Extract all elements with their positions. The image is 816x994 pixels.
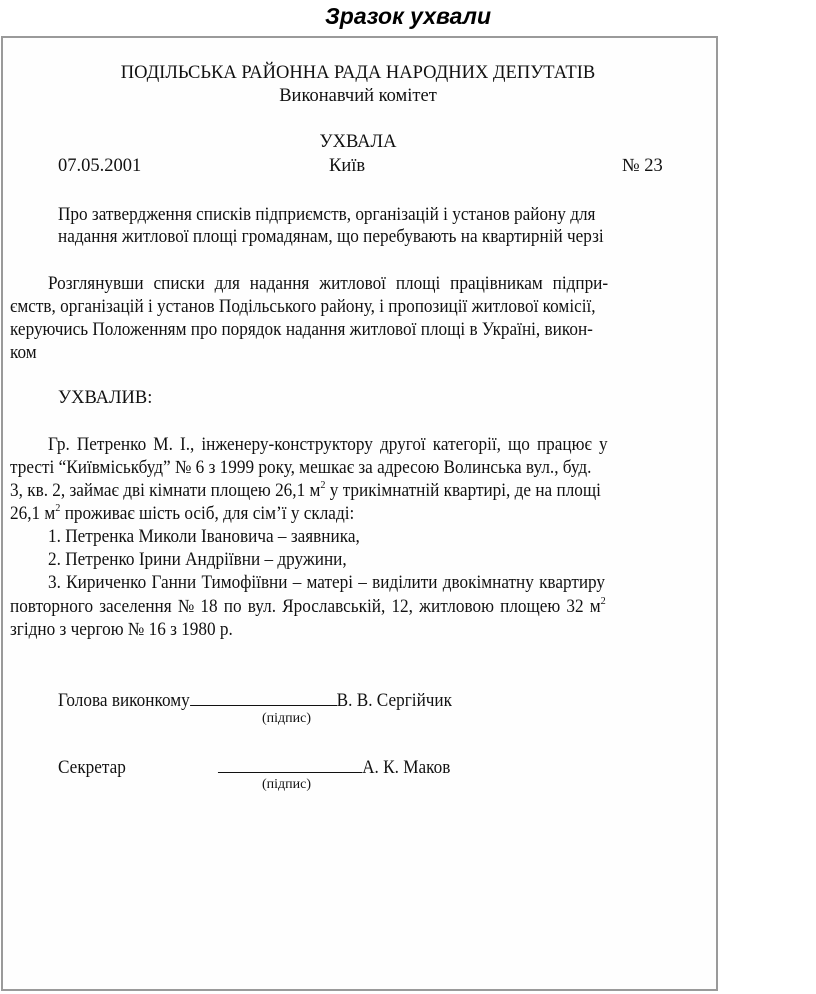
superscript-2: 2 — [55, 502, 61, 514]
decision-line-3 — [10, 480, 601, 502]
superscript-2: 2 — [320, 479, 326, 491]
decision-line-4-text-b: проживає шість осіб, для сім’ї у складі: — [60, 504, 355, 524]
signature-name: А. К. Маков — [362, 758, 451, 778]
decision-line-3-text-b: у трикімнатній квартирі, де на площі — [325, 481, 601, 501]
preamble-line-1 — [48, 273, 714, 295]
superscript-2: 2 — [600, 595, 606, 607]
family-member-1: 1. Петренка Миколи Івановича – заявника, — [48, 527, 360, 547]
decision-line-2: тресті “Київміськбуд” № 6 з 1999 року, мешкає за адресою Волинська вул., буд. — [10, 458, 592, 478]
decision-line-4 — [10, 503, 354, 525]
decision-line-9: згідно з чергою № 16 з 1980 р. — [10, 620, 233, 640]
signature-role: Секретар — [58, 758, 126, 778]
document-place: Київ — [329, 156, 366, 176]
decision-line-1: Гр. Петренко М. І., інженеру-конструктору другої категорії, що працює у — [48, 435, 608, 455]
preamble-text: Розглянувши списки для надання житлової площі працівникам підпри- — [48, 274, 609, 294]
decision-line-4-text-a: 26,1 м — [10, 504, 56, 524]
page-title: Зразок ухвали — [324, 3, 492, 29]
signature-role: Голова виконкому — [58, 691, 190, 711]
resolved-label: УХВАЛИВ: — [58, 388, 153, 408]
document-type: УХВАЛА — [319, 132, 397, 152]
decision-line-8 — [10, 596, 606, 618]
document-number: № 23 — [622, 156, 663, 176]
signature-block-secretary — [58, 755, 450, 779]
family-member-2: 2. Петренко Ірини Андріївни – дружини, — [48, 550, 347, 570]
decision-line-3-text-a: 3, кв. 2, займає дві кімнати площею 26,1 м — [10, 481, 321, 501]
subject-line-2: надання житлової площі громадянам, що перебувають на квартирній черзі — [58, 227, 604, 247]
preamble-line-2: ємств, організацій і установ Подільського району, і пропозиції житлової комісії, — [10, 297, 596, 317]
preamble-line-3: керуючись Положенням про порядок надання житлової площі в Україні, викон- — [10, 320, 593, 340]
executive-committee: Виконавчий комітет — [279, 86, 437, 106]
subject-line-1: Про затвердження списків підприємств, організацій і установ району для — [58, 205, 596, 225]
signature-name: В. В. Сергійчик — [336, 691, 453, 711]
signature-line — [190, 688, 337, 706]
signature-block-chair — [58, 688, 452, 712]
signature-line — [218, 755, 362, 773]
signature-caption: (підпис) — [262, 777, 312, 792]
family-member-3: 3. Кириченко Ганни Тимофіївни – матері – виділити двокімнатну квартиру — [48, 573, 606, 593]
document-date: 07.05.2001 — [58, 156, 142, 176]
signature-caption: (підпис) — [262, 711, 312, 726]
preamble-line-4: ком — [10, 343, 37, 363]
organization-name: ПОДІЛЬСЬКА РАЙОННА РАДА НАРОДНИХ ДЕПУТАТІВ — [120, 63, 596, 83]
decision-line-8-text: повторного заселення № 18 по вул. Ярославській, 12, житловою площею 32 м — [10, 597, 601, 617]
